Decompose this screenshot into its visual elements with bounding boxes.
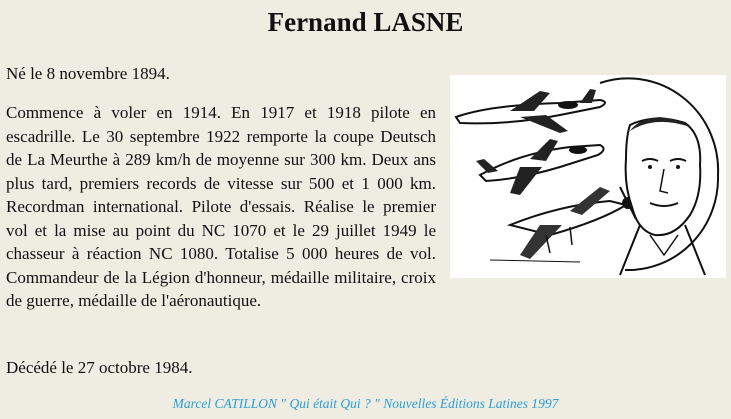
- aircraft-portrait-drawing: [450, 75, 726, 278]
- page-title: Fernand LASNE: [267, 7, 464, 37]
- portrait-illustration: [450, 75, 726, 278]
- birth-line: Né le 8 novembre 1894.: [6, 64, 170, 83]
- biography-text: Commence à voler en 1914. En 1917 et 1918 pilote en escadrille. Le 30 septembre 1922 remporte la coupe Deutsch de La Meurthe à 289 km/h de moyenne sur 300 km. Deux ans plus tard, premiers records de vitesse sur 500 et 1 000 km. Recordman international. Pilote d'essais. Réalise le premier vol et la mise au point du NC 1070 et le 29 juillet 1949 le chasseur à réaction NC 1080. Totalise 5 000 heures de vol. Commandeur de la Légion d'honneur, médaille militaire, croix de guerre, médaille de l'aéronautique.: [6, 103, 436, 310]
- biography-block: [6, 101, 726, 313]
- death-line: Décédé le 27 octobre 1984.: [6, 358, 193, 377]
- source-credit: Marcel CATILLON " Qui était Qui ? " Nouvelles Éditions Latines 1997: [172, 396, 559, 411]
